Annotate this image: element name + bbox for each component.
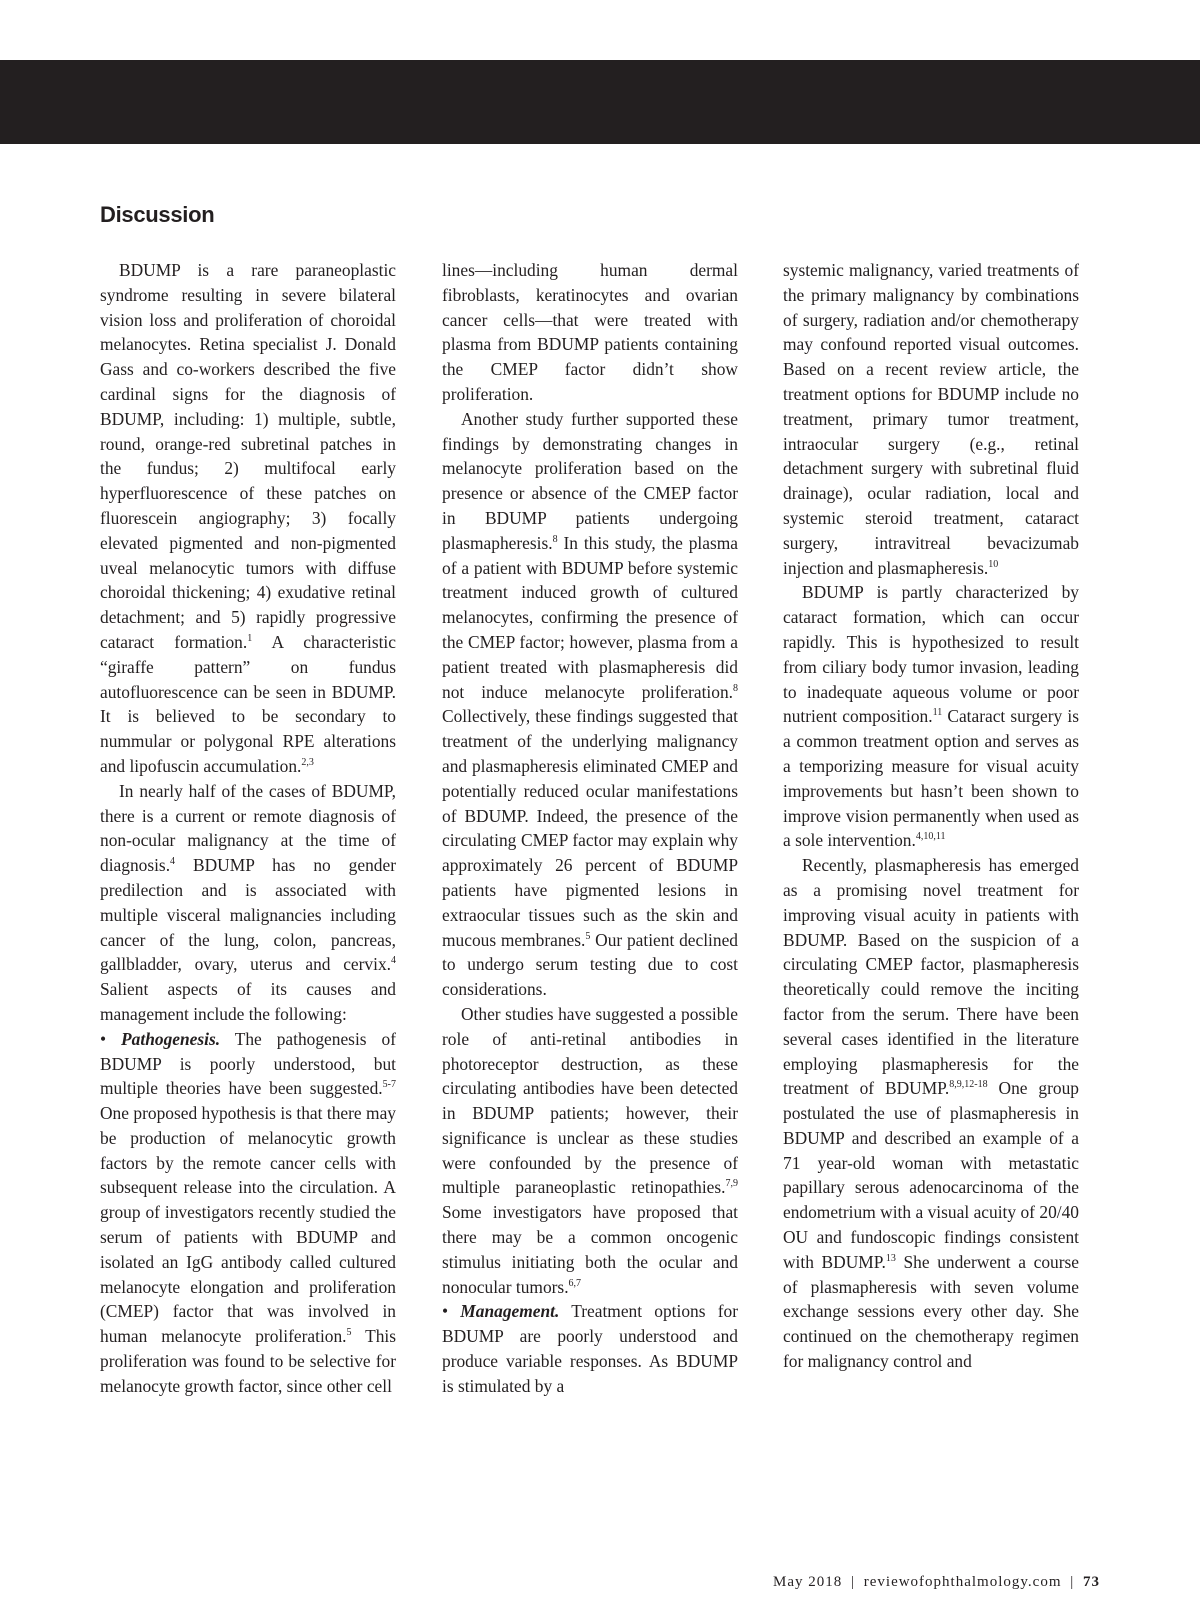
citation: 5 [346,1327,352,1339]
text-run: BDUMP is partly characterized by cataract formation, which can occur rapidly. This is hypothesized to result from ciliary body tumor invasion, leading to inadequate aqueous volume or poor nutrient composition. [783,582,1079,727]
text-run: Our patient declined to undergo serum testing due to cost considerations. [442,929,738,1000]
citation: 5-7 [382,1079,396,1091]
citation: 7,9 [725,1178,738,1190]
text-run: BDUMP has no gender predilection and is associated with multiple visceral malignancies including cancer of the lung, colon, pancreas, gallbladder, ovary, uterus and cervix. [100,855,396,975]
text-run: Other studies have suggested a possible role of anti-retinal antibodies in photoreceptor destruction, as these circulating antibodies have been detected in BDUMP patients; however, their significance is unclear as these studies were confounded by the presence of multiple paraneoplastic retinopathies. [442,1003,738,1198]
text-run: In this study, the plasma of a patient with BDUMP before systemic treatment induced growth of cultured melanocytes, confirming the presence of the CMEP factor; however, plasma from a patient treated with plasmapheresis did not induce melanocyte proliferation. [442,532,738,702]
bullet-paragraph-management [442,1299,738,1398]
citation: 8 [552,533,558,545]
lead-in-heading: Pathogenesis. [121,1028,221,1049]
text-run: systemic malignancy, varied treatments of the primary malignancy by combinations of surgery, radiation and/or chemotherapy may confound reported visual outcomes. Based on a recent review article, the treatment options for BDUMP include no treatment, primary tumor treatment, intraocular surgery (e.g., retinal detachment surgery with subretinal fluid drainage), ocular radiation, local and systemic steroid treatment, cataract surgery, intravitreal bevacizumab injection and plasmapheresis. [783,260,1079,578]
text-run: Cataract surgery is a common treatment option and serves as a temporizing measure for visual acuity improvements but hasn’t been shown to improve vision permanently when used as a sole intervention. [783,706,1079,851]
citation: 5 [585,930,591,942]
bullet-glyph: • [442,1301,461,1322]
issue-date: May 2018 [772,1574,843,1590]
text-run: This proliferation was found to be selective for melanocyte growth factor, since other cell [100,1326,396,1396]
paragraph [442,407,738,1002]
footer-separator: | [850,1574,855,1590]
citation: 6,7 [568,1277,582,1289]
citation: 1 [247,633,253,645]
text-run: Salient aspects of its causes and management include the following: [100,979,396,1024]
paragraph [100,258,396,779]
lead-in-heading: Management. [460,1301,560,1322]
paragraph [442,1002,738,1300]
text-run: Treatment options for BDUMP are poorly understood and produce variable responses. As BDUMP is stimulated by a [442,1301,738,1396]
article-body [0,258,1200,1508]
website-link[interactable]: reviewofophthalmology.com [863,1574,1062,1590]
text-run: In nearly half of the cases of BDUMP, there is a current or remote diagnosis of non-ocular malignancy at the time of diagnosis. [100,780,396,876]
page-footer [773,1574,1100,1591]
section-heading: Discussion [100,202,215,227]
text-run: She underwent a course of plasmapheresis with seven volume exchange sessions every other day. She continued on the chemotherapy regimen for malignancy control and [783,1251,1079,1372]
text-run: BDUMP is a rare paraneoplastic syndrome resulting in severe bilateral vision loss and proliferation of choroidal melanocytes. Retina specialist J. Donald Gass and co-workers described the five cardinal signs for the diagnosis of BDUMP, including: 1) multiple, subtle, round, orange-red subretinal patches in the fundus; 2) multifocal early hyperfluorescence of these patches on fluorescein angiography; 3) focally elevated pigmented and non-pigmented uveal melanocytic tumors with diffuse choroidal thickening; 4) exudative retinal detachment; and 5) rapidly progressive cataract formation. [100,260,396,652]
paragraph [100,779,396,1027]
citation: 13 [885,1253,896,1265]
paragraph [783,853,1079,1374]
citation: 2,3 [301,757,314,769]
text-run: Another study further supported these findings by demonstrating changes in melanocyte proliferation based on the presence or absence of the CMEP factor in BDUMP patients undergoing plasmapheresis. [442,408,738,553]
citation: 4,10,11 [915,831,946,843]
citation: 4 [170,856,176,868]
column-1 [100,258,396,1508]
text-run: lines—including human dermal fibroblasts, keratinocytes and ovarian cancer cells—that were treated with plasma from BDUMP patients containing the CMEP factor didn’t show proliferation. [442,260,738,404]
bullet-glyph: • [100,1028,122,1049]
text-run: Recently, plasmapheresis has emerged as a promising novel treatment for improving visual acuity in patients with BDUMP. Based on the suspicion of a circulating CMEP factor, plasmapheresis theoretically could remove the inciting factor from the serum. There have been several cases identified in the literature employing plasmapheresis for the treatment of BDUMP. [783,855,1079,1099]
citation: 8 [733,682,738,694]
text-run: Some investigators have proposed that there may be a common oncogenic stimulus initiating both the ocular and nonocular tumors. [442,1202,738,1297]
text-run: Collectively, these findings suggested that treatment of the underlying malignancy and plasmapheresis eliminated CMEP and potentially reduced ocular manifestations of BDUMP. Indeed, the presence of the circulating CMEP factor may explain why approximately 26 percent of BDUMP patients have pigmented lesions in extraocular tissues such as the skin and mucous membranes. [442,706,738,950]
citation: 11 [932,707,943,719]
column-2 [442,258,738,1508]
paragraph-continued [442,258,738,407]
citation: 10 [988,558,999,570]
text-run: A characteristic “giraffe pattern” on fundus autofluorescence can be seen in BDUMP. It is believed to be secondary to nummular or polygonal RPE alterations and lipofuscin accumulation. [100,631,396,776]
paragraph-continued [783,258,1079,580]
bullet-paragraph-pathogenesis [100,1027,396,1399]
text-run: The pathogenesis of BDUMP is poorly understood, but multiple theories have been suggested. [100,1028,396,1099]
footer-separator: | [1070,1574,1075,1590]
citation: 4 [391,955,396,967]
page-number: 73 [1083,1574,1100,1590]
header-bar [0,60,1200,144]
text-run: One proposed hypothesis is that there may be production of melanocytic growth factors by the remote cancer cells with subsequent release into the circulation. A group of investigators recently studied the serum of patients with BDUMP and isolated an IgG antibody called cultured melanocyte elongation and proliferation (CMEP) factor that was involved in human melanocyte proliferation. [100,1103,396,1347]
column-3 [783,258,1079,1508]
text-run: One group postulated the use of plasmapheresis in BDUMP and described an example of a 71 year-old woman with metastatic papillary serous adenocarcinoma of the endometrium with a visual acuity of 20/40 OU and fundoscopic findings consistent with BDUMP. [783,1078,1079,1272]
citation: 8,9,12-18 [949,1079,988,1091]
paragraph [783,580,1079,853]
